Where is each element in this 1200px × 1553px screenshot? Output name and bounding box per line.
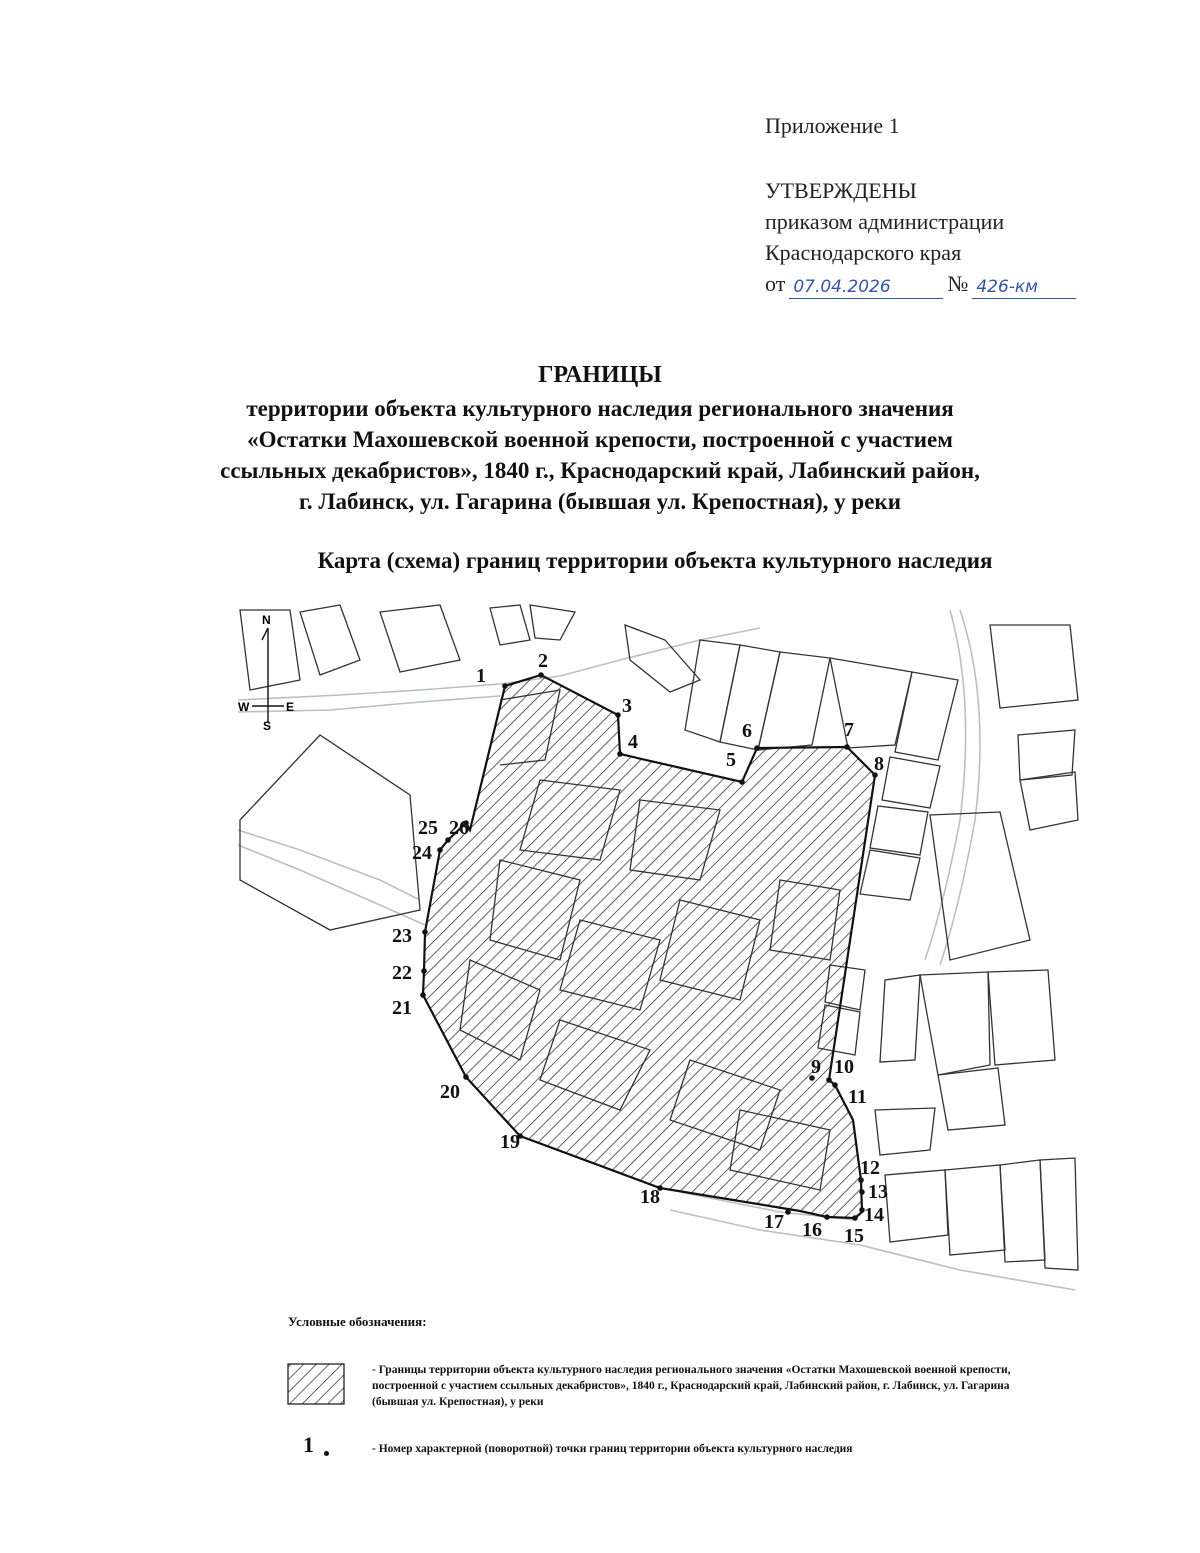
boundary-point-13 xyxy=(859,1189,865,1195)
boundary-point-label-13: 13 xyxy=(868,1181,888,1203)
boundary-point-label-20: 20 xyxy=(440,1081,460,1103)
boundary-point-3 xyxy=(615,712,621,718)
boundary-point-21 xyxy=(420,992,426,998)
appendix-label: Приложение 1 xyxy=(765,113,900,138)
boundary-point-label-23: 23 xyxy=(392,925,412,947)
legend-point-dot xyxy=(324,1451,329,1456)
approved-by-line1: приказом администрации xyxy=(765,209,1005,234)
boundary-point-5 xyxy=(739,779,745,785)
compass-w: W xyxy=(238,700,250,714)
boundary-point-2 xyxy=(538,672,544,678)
boundary-point-label-18: 18 xyxy=(640,1186,660,1208)
compass-e: E xyxy=(286,700,295,714)
boundary-point-label-4: 4 xyxy=(628,731,638,753)
boundary-point-22 xyxy=(421,968,427,974)
boundary-point-label-15: 15 xyxy=(844,1225,864,1247)
title-line-1: территории объекта культурного наследия регионального значения xyxy=(246,396,954,421)
handwritten-number: 426-км xyxy=(972,276,1076,299)
map-subtitle: Карта (схема) границ территории объекта культурного наследия xyxy=(317,548,993,573)
boundary-point-17 xyxy=(785,1209,791,1215)
legend-point-number: 1 xyxy=(303,1432,314,1457)
approved-label: УТВЕРЖДЕНЫ xyxy=(765,178,917,203)
boundary-point-label-14: 14 xyxy=(864,1204,884,1226)
boundary-point-label-21: 21 xyxy=(392,997,412,1019)
boundary-point-label-2: 2 xyxy=(538,650,548,672)
boundary-point-15 xyxy=(852,1215,858,1221)
boundary-point-6 xyxy=(754,745,760,751)
boundary-point-16 xyxy=(824,1214,830,1220)
boundary-point-label-26: 26 xyxy=(449,817,469,839)
boundary-point-label-6: 6 xyxy=(742,720,752,742)
boundary-point-label-1: 1 xyxy=(476,665,486,687)
boundary-point-23 xyxy=(422,929,428,935)
legend-hatch-swatch xyxy=(288,1364,344,1404)
boundary-point-label-5: 5 xyxy=(726,749,736,771)
boundary-point-10 xyxy=(826,1077,832,1083)
handwritten-date: 07.04.2026 xyxy=(789,276,943,299)
title-line-2: «Остатки Махошевской военной крепости, построенной с участием xyxy=(247,427,953,452)
boundary-point-label-12: 12 xyxy=(860,1157,880,1179)
boundary-point-20 xyxy=(463,1074,469,1080)
boundary-point-label-3: 3 xyxy=(622,695,632,717)
boundary-point-label-19: 19 xyxy=(500,1131,520,1153)
boundary-point-label-7: 7 xyxy=(844,719,854,741)
boundary-point-24 xyxy=(437,847,443,853)
number-prefix: № xyxy=(947,271,969,296)
boundary-point-label-16: 16 xyxy=(802,1219,822,1241)
title-heading: ГРАНИЦЫ xyxy=(538,362,662,388)
boundary-point-label-22: 22 xyxy=(392,962,412,984)
legend-point-text: - Номер характерной (поворотной) точки границ территории объекта культурного наследия xyxy=(372,1443,853,1455)
boundary-point-label-25: 25 xyxy=(418,817,438,839)
compass xyxy=(238,613,294,733)
boundary-point-label-24: 24 xyxy=(412,842,432,864)
boundary-point-11 xyxy=(832,1082,838,1088)
title-line-3: ссыльных декабристов», 1840 г., Краснодарский край, Лабинский район, xyxy=(220,458,980,483)
legend-boundary-text: - Границы территории объекта культурного наследия регионального значения «Остатки Махошевской военной крепости, построенной с участием ссыльных декабристов», 1840 г., Краснодарский край, Лабинский район, г. Лабинск, ул. Гагарина (бывшая ул. Крепостная), у реки xyxy=(372,1364,1011,1408)
boundary-point-label-17: 17 xyxy=(764,1211,784,1233)
boundary-point-label-11: 11 xyxy=(848,1086,867,1108)
date-prefix: от xyxy=(765,271,786,296)
boundary-point-1 xyxy=(502,683,508,689)
boundary-point-label-9: 9 xyxy=(811,1056,821,1078)
boundary-point-label-8: 8 xyxy=(874,753,884,775)
compass-n: N xyxy=(262,613,271,627)
legend-title: Условные обозначения: xyxy=(288,1314,427,1329)
heritage-territory xyxy=(423,675,875,1218)
boundary-point-label-10: 10 xyxy=(834,1056,854,1078)
compass-s: S xyxy=(263,719,272,733)
boundary-point-7 xyxy=(844,744,850,750)
territory-boundary-polygon xyxy=(423,675,875,1218)
boundary-point-4 xyxy=(617,751,623,757)
approved-by-line2: Краснодарского края xyxy=(765,240,962,265)
title-line-4: г. Лабинск, ул. Гагарина (бывшая ул. Крепостная), у реки xyxy=(299,489,901,514)
